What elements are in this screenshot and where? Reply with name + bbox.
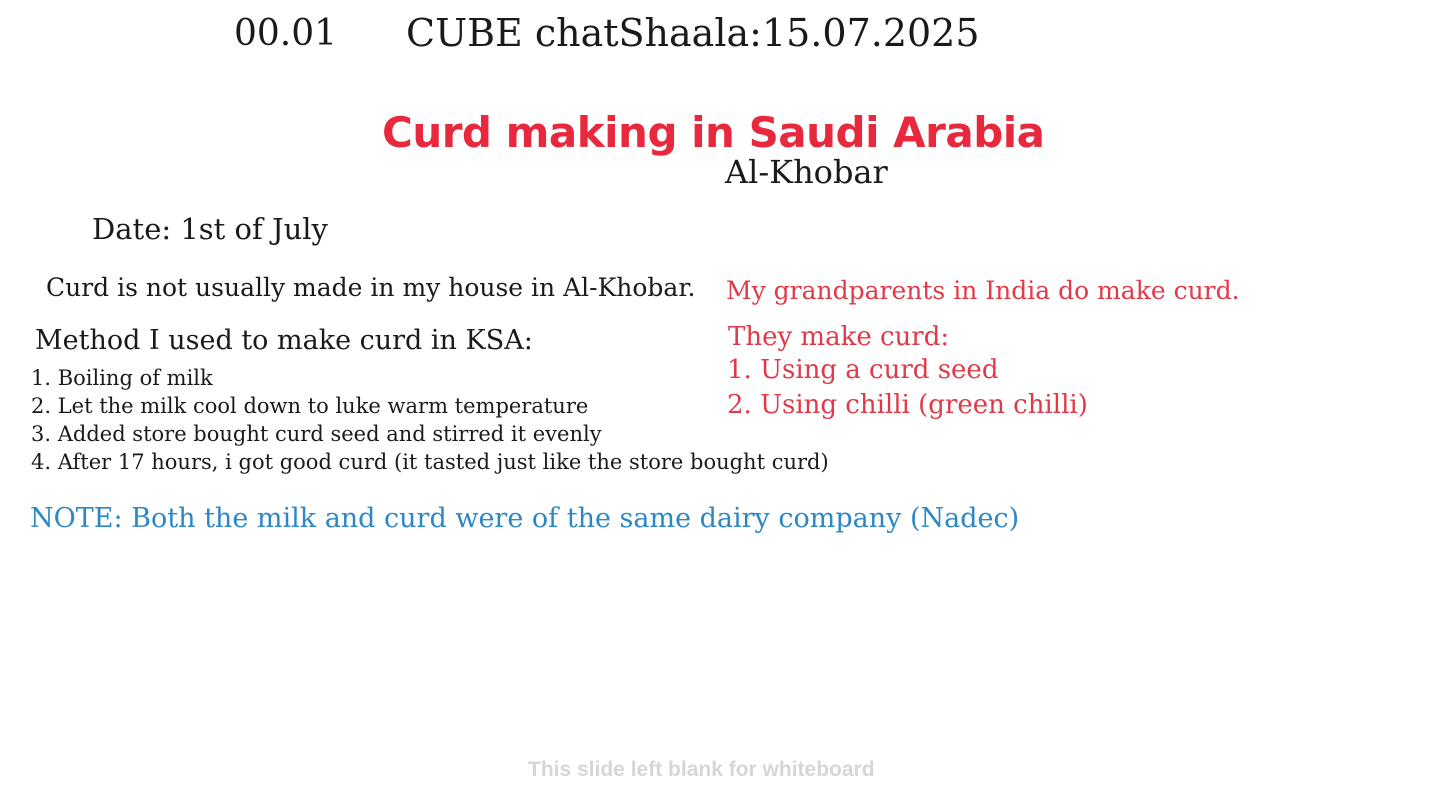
left-intro-text: Curd is not usually made in my house in Al-Khobar.: [46, 273, 696, 302]
slide-number: 00.01: [234, 13, 338, 54]
footer-caption: This slide left blank for whiteboard: [528, 758, 875, 781]
method-step: 2. Let the milk cool down to luke warm temperature: [31, 394, 589, 418]
method-heading: Method I used to make curd in KSA:: [35, 325, 533, 356]
date-label: Date: 1st of July: [92, 212, 328, 246]
grandparents-method-item: 1. Using a curd seed: [727, 355, 999, 385]
note-text: NOTE: Both the milk and curd were of the same dairy company (Nadec): [30, 503, 1020, 534]
method-steps-list: [31, 364, 829, 476]
header-title: CUBE chatShaala:15.07.2025: [406, 11, 980, 55]
grandparents-method-item: 2. Using chilli (green chilli): [727, 390, 1088, 420]
location-label: Al-Khobar: [725, 153, 888, 191]
grandparents-method-list: [727, 353, 1088, 423]
method-step: 1. Boiling of milk: [31, 366, 213, 390]
right-intro-text: My grandparents in India do make curd.: [726, 276, 1240, 305]
method-step: 4. After 17 hours, i got good curd (it tasted just like the store bought curd): [31, 450, 829, 474]
method-step: 3. Added store bought curd seed and stirred it evenly: [31, 422, 602, 446]
right-heading: They make curd:: [728, 322, 950, 352]
page-title: Curd making in Saudi Arabia: [382, 108, 1045, 157]
